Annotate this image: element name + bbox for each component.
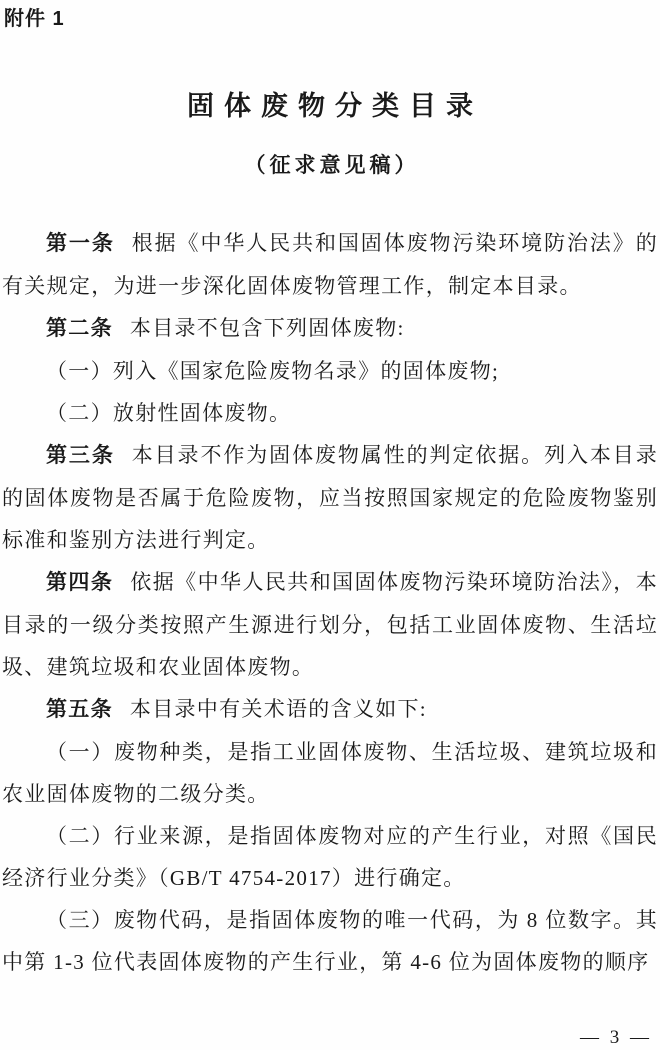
article-number: 第一条	[46, 232, 115, 255]
paragraph-text: （一）列入《国家危险废物名录》的固体废物;	[46, 359, 500, 383]
paragraph	[2, 899, 658, 983]
paragraph	[2, 815, 658, 899]
paragraph	[2, 561, 658, 688]
paragraph	[2, 222, 658, 307]
attachment-label: 附件 1	[4, 8, 65, 30]
paragraph-text: 本目录中有关术语的含义如下:	[129, 697, 427, 721]
paragraph	[2, 307, 658, 350]
page-subtitle: （征求意见稿）	[244, 153, 420, 177]
paragraph	[2, 731, 658, 815]
paragraph	[2, 434, 658, 561]
paragraph-text: （三）废物代码，是指固体废物的唯一代码，为 8 位数字。其中第 1-3 位代表固体废物的产生行业，第 4-6 位为固体废物的顺序	[2, 908, 658, 974]
paragraph-text: 本目录不包含下列固体废物:	[129, 316, 405, 340]
paragraph-text: （二）放射性固体废物。	[46, 401, 292, 425]
paragraph-text: （二）行业来源，是指固体废物对应的产生行业，对照《国民经济行业分类》（GB/T 4754-2017）进行确定。	[2, 824, 658, 890]
paragraph-text: 依据《中华人民共和国固体废物污染环境防治法》，本目录的一级分类按照产生源进行划分，包括工业固体废物、生活垃圾、建筑垃圾和农业固体废物。	[2, 570, 658, 679]
paragraph	[2, 688, 658, 731]
page-title: 固体废物分类目录	[187, 91, 483, 121]
document-body	[2, 222, 658, 983]
paragraph	[2, 392, 658, 434]
article-number: 第五条	[46, 698, 113, 721]
paragraph-text: 根据《中华人民共和国固体废物污染环境防治法》的有关规定，为进一步深化固体废物管理工作，制定本目录。	[2, 231, 658, 298]
page-number: — 3 —	[580, 1027, 652, 1048]
article-number: 第四条	[46, 571, 114, 594]
article-number: 第三条	[46, 444, 115, 467]
paragraph	[2, 350, 658, 392]
article-number: 第二条	[46, 317, 113, 340]
paragraph-text: （一）废物种类，是指工业固体废物、生活垃圾、建筑垃圾和农业固体废物的二级分类。	[2, 740, 658, 806]
paragraph-text: 本目录不作为固体废物属性的判定依据。列入本目录的固体废物是否属于危险废物，应当按照国家规定的危险废物鉴别标准和鉴别方法进行判定。	[2, 443, 658, 552]
